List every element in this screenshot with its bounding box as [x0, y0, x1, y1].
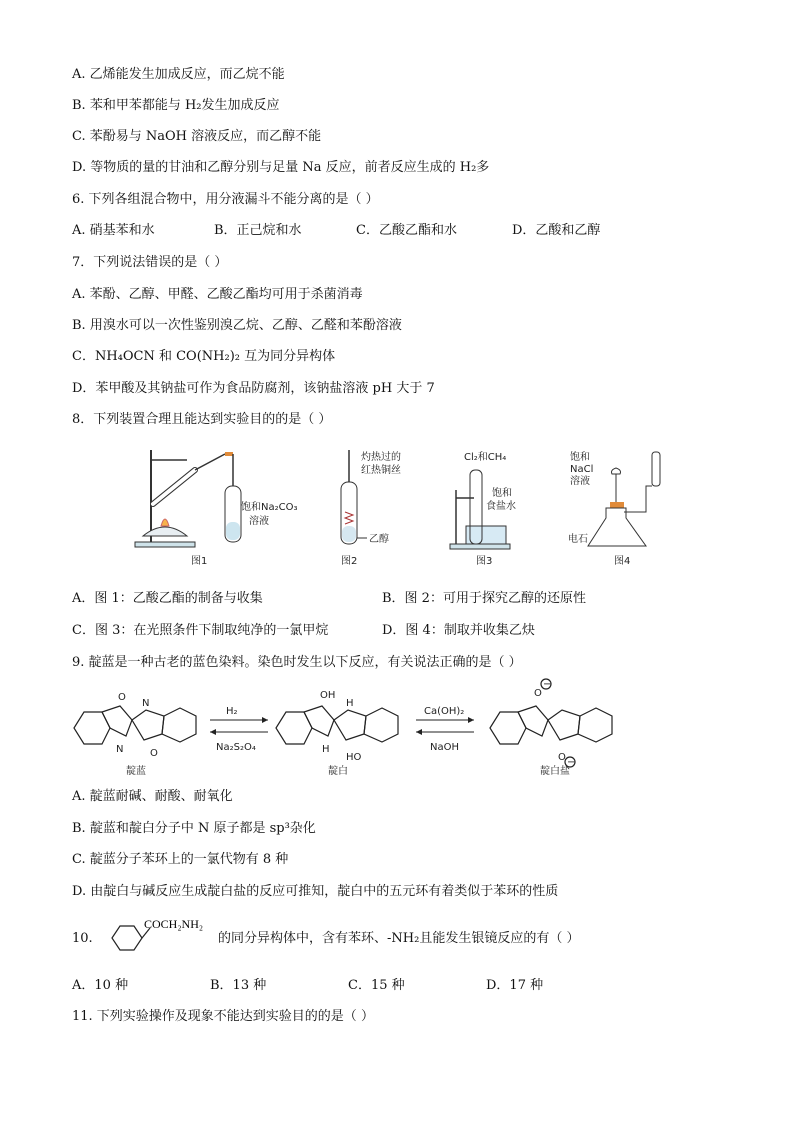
q11-stem: 11. 下列实验操作及现象不能达到实验目的的是（ ）: [72, 1009, 374, 1024]
q5-option-c: C. 苯酚易与 NaOH 溶液反应，而乙醇不能: [72, 129, 322, 144]
indigo-oxygen-top: O: [118, 692, 126, 703]
leucoindigo-nh-right: H: [346, 698, 354, 709]
q10-stem: 的同分异构体中，含有苯环、-NH₂且能发生银镜反应的有（ ）: [218, 931, 580, 946]
fig1-label-solution: 溶液: [249, 516, 269, 527]
q8-option-c: C．图 3：在光照条件下制取纯净的一氯甲烷: [72, 623, 329, 638]
fig1-label-saturated-na2co3: 饱和Na₂CO₃: [241, 502, 298, 513]
q6-option-c: C．乙酸乙酯和水: [356, 223, 457, 238]
fig1-caption: 图1: [191, 556, 208, 567]
leucoindigo-ho: HO: [346, 752, 362, 763]
reagent-2-top: Ca(OH)₂: [424, 706, 465, 717]
fig4-label-calcium-carbide: 电石: [568, 534, 588, 545]
q9-option-c: C. 靛蓝分子苯环上的一氯代物有 8 种: [72, 852, 289, 867]
fig2-caption: 图2: [341, 556, 358, 567]
salt-minus-bottom: −: [567, 757, 576, 768]
leucoindigo-nh-left: H: [322, 744, 330, 755]
fig4-label-solution: 溶液: [570, 476, 590, 487]
fig2-label-red-hot-copper-wire: 红热铜丝: [361, 465, 401, 476]
figure-1-apparatus: [125, 446, 325, 570]
salt-oxygen-bottom: O: [558, 752, 566, 763]
q7-option-b: B. 用溴水可以一次性鉴别溴乙烷、乙醇、乙醛和苯酚溶液: [72, 318, 402, 333]
figure-3-apparatus: [446, 446, 546, 570]
fig4-caption: 图4: [614, 556, 631, 567]
q6-option-a: A. 硝基苯和水: [72, 223, 155, 238]
q9-option-a: A. 靛蓝耐碱、耐酸、耐氧化: [72, 789, 233, 804]
q5-option-b: B. 苯和甲苯都能与 H₂发生加成反应: [72, 98, 280, 113]
q10-option-b: B．13 种: [210, 978, 267, 993]
indigo-name: 靛蓝: [126, 766, 146, 777]
q10-number: 10.: [72, 931, 93, 946]
leucoindigo-oh: OH: [320, 690, 336, 701]
q5-option-d: D. 等物质的量的甘油和乙醇分别与足量 Na 反应，前者反应生成的 H₂多: [72, 160, 490, 175]
leucoindigo-structure: [276, 706, 398, 744]
reagent-1-top: H₂: [226, 706, 238, 717]
leucoindigo-name: 靛白: [328, 766, 348, 777]
indigo-nitrogen-right: N: [142, 698, 150, 709]
q6-option-d: D．乙酸和乙醇: [512, 223, 601, 238]
q10-benzene-structure: [100, 916, 220, 956]
q7-option-a: A. 苯酚、乙醇、甲醛、乙酸乙酯均可用于杀菌消毒: [72, 287, 363, 302]
q8-option-a: A．图 1：乙酸乙酯的制备与收集: [72, 591, 263, 606]
fig3-caption: 图3: [476, 556, 493, 567]
q7-option-d: D．苯甲酸及其钠盐可作为食品防腐剂，该钠盐溶液 pH 大于 7: [72, 381, 435, 396]
q6-stem: 6. 下列各组混合物中，用分液漏斗不能分离的是（ ）: [72, 192, 379, 207]
q5-option-a: A. 乙烯能发生加成反应，而乙烷不能: [72, 67, 285, 82]
figure-4-apparatus: [566, 446, 678, 570]
reagent-2-bottom: NaOH: [430, 742, 459, 753]
q10-option-c: C．15 种: [348, 978, 405, 993]
fig2-label-heated: 灼热过的: [361, 452, 401, 463]
q9-option-d: D. 由靛白与碱反应生成靛白盐的反应可推知，靛白中的五元环有着类似于苯环的性质: [72, 884, 559, 899]
q9-stem: 9. 靛蓝是一种古老的蓝色染料。染色时发生以下反应，有关说法正确的是（ ）: [72, 655, 522, 670]
leucoindigo-salt-name: 靛白盐: [540, 766, 570, 777]
leucoindigo-salt-structure: [490, 679, 612, 767]
fig3-label-saturated: 饱和: [492, 488, 512, 499]
reagent-1-bottom: Na₂S₂O₄: [216, 742, 256, 753]
q8-option-b: B．图 2：可用于探究乙醇的还原性: [382, 591, 586, 606]
indigo-reaction-scheme: [70, 678, 730, 780]
fig3-label-brine: 食盐水: [486, 501, 516, 512]
figure-2-apparatus: [325, 446, 445, 570]
salt-minus-top: −: [543, 679, 552, 690]
q6-option-b: B．正己烷和水: [214, 223, 302, 238]
q9-option-b: B. 靛蓝和靛白分子中 N 原子都是 sp³杂化: [72, 821, 316, 836]
indigo-structure: [74, 706, 196, 744]
indigo-oxygen-bottom: O: [150, 748, 158, 759]
fig2-label-ethanol: 乙醇: [369, 534, 389, 545]
fig3-label-cl2-ch4: Cl₂和CH₄: [464, 452, 507, 463]
fig4-label-nacl: NaCl: [570, 464, 594, 475]
salt-oxygen-top: O: [534, 688, 542, 699]
q7-stem: 7．下列说法错误的是（ ）: [72, 255, 228, 270]
q8-option-d: D．图 4：制取并收集乙炔: [382, 623, 535, 638]
fig4-label-saturated: 饱和: [570, 452, 590, 463]
q8-stem: 8．下列装置合理且能达到实验目的的是（ ）: [72, 412, 332, 427]
q7-option-c: C．NH₄OCN 和 CO(NH₂)₂ 互为同分异构体: [72, 349, 336, 364]
q10-formula: COCH₂NH₂: [144, 917, 204, 931]
q10-option-a: A．10 种: [72, 978, 129, 993]
indigo-nitrogen-left: N: [116, 744, 124, 755]
q10-option-d: D．17 种: [486, 978, 544, 993]
